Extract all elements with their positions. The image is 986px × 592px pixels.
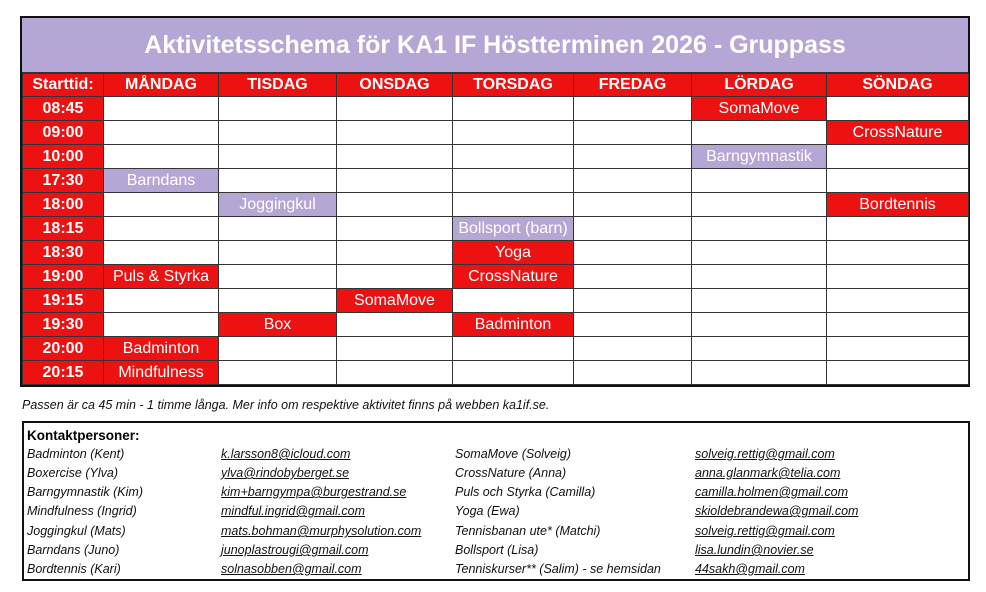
duration-note: Passen är ca 45 min - 1 timme långa. Mer info om respektive aktivitet finns på webben ka1if.se. xyxy=(22,398,550,412)
empty-cell xyxy=(219,169,337,193)
header-sondag: SÖNDAG xyxy=(827,74,969,97)
contact-name: Puls och Styrka (Camilla) xyxy=(455,485,596,499)
empty-cell xyxy=(692,241,827,265)
table-row xyxy=(23,193,969,217)
time-cell: 18:30 xyxy=(23,241,104,265)
empty-cell xyxy=(104,97,219,121)
empty-cell xyxy=(219,97,337,121)
table-row xyxy=(23,361,969,385)
empty-cell xyxy=(219,145,337,169)
empty-cell xyxy=(574,169,692,193)
schedule-table-container xyxy=(20,16,970,387)
empty-cell xyxy=(827,169,969,193)
table-row xyxy=(23,217,969,241)
contact-email-link[interactable]: skioldebrandewa@gmail.com xyxy=(695,504,859,518)
empty-cell xyxy=(337,361,453,385)
empty-cell xyxy=(453,121,574,145)
contact-email-link[interactable]: camilla.holmen@gmail.com xyxy=(695,485,849,499)
contact-row xyxy=(24,524,968,543)
empty-cell xyxy=(337,313,453,337)
time-cell: 09:00 xyxy=(23,121,104,145)
table-row xyxy=(23,97,969,121)
activity-cell: Barngymnastik xyxy=(692,145,827,169)
empty-cell xyxy=(453,361,574,385)
empty-cell xyxy=(574,193,692,217)
empty-cell xyxy=(453,193,574,217)
empty-cell xyxy=(104,193,219,217)
activity-cell: SomaMove xyxy=(692,97,827,121)
contact-email-link[interactable]: solveig.rettig@gmail.com xyxy=(695,447,835,461)
empty-cell xyxy=(692,217,827,241)
time-cell: 08:45 xyxy=(23,97,104,121)
empty-cell xyxy=(337,241,453,265)
contact-name: Badminton (Kent) xyxy=(27,447,125,461)
empty-cell xyxy=(219,241,337,265)
empty-cell xyxy=(453,289,574,313)
contact-row xyxy=(24,562,968,581)
contacts-box xyxy=(22,421,970,581)
time-cell: 19:15 xyxy=(23,289,104,313)
contact-name: Yoga (Ewa) xyxy=(455,504,520,518)
empty-cell xyxy=(574,313,692,337)
contact-email-link[interactable]: lisa.lundin@novier.se xyxy=(695,543,814,557)
activity-cell: Joggingkul xyxy=(219,193,337,217)
contact-row xyxy=(24,485,968,504)
empty-cell xyxy=(104,145,219,169)
contact-name: SomaMove (Solveig) xyxy=(455,447,572,461)
header-starttid: Starttid: xyxy=(23,74,104,97)
empty-cell xyxy=(574,121,692,145)
empty-cell xyxy=(337,217,453,241)
contact-email-link[interactable]: kim+barngympa@burgestrand.se xyxy=(221,485,407,499)
empty-cell xyxy=(827,217,969,241)
time-cell: 17:30 xyxy=(23,169,104,193)
empty-cell xyxy=(574,337,692,361)
table-row xyxy=(23,145,969,169)
time-cell: 19:30 xyxy=(23,313,104,337)
activity-cell: Bordtennis xyxy=(827,193,969,217)
contact-email-link[interactable]: mindful.ingrid@gmail.com xyxy=(221,504,365,518)
empty-cell xyxy=(453,97,574,121)
activity-cell: SomaMove xyxy=(337,289,453,313)
empty-cell xyxy=(692,313,827,337)
empty-cell xyxy=(453,169,574,193)
empty-cell xyxy=(219,121,337,145)
activity-cell: Bollsport (barn) xyxy=(453,217,574,241)
contact-name: Tenniskurser** (Salim) - se hemsidan xyxy=(455,562,661,576)
empty-cell xyxy=(104,241,219,265)
header-lordag: LÖRDAG xyxy=(692,74,827,97)
header-fredag: FREDAG xyxy=(574,74,692,97)
header-onsdag: ONSDAG xyxy=(337,74,453,97)
empty-cell xyxy=(827,337,969,361)
table-row xyxy=(23,169,969,193)
time-cell: 19:00 xyxy=(23,265,104,289)
table-row xyxy=(23,241,969,265)
activity-cell: Barndans xyxy=(104,169,219,193)
contact-email-link[interactable]: mats.bohman@murphysolution.com xyxy=(221,524,422,538)
activity-cell: Yoga xyxy=(453,241,574,265)
table-row xyxy=(23,265,969,289)
time-cell: 20:15 xyxy=(23,361,104,385)
empty-cell xyxy=(337,121,453,145)
empty-cell xyxy=(104,289,219,313)
activity-cell: Box xyxy=(219,313,337,337)
contact-row xyxy=(24,543,968,562)
empty-cell xyxy=(337,169,453,193)
empty-cell xyxy=(827,313,969,337)
empty-cell xyxy=(692,361,827,385)
empty-cell xyxy=(337,337,453,361)
empty-cell xyxy=(692,121,827,145)
header-mandag: MÅNDAG xyxy=(104,74,219,97)
contact-email-link[interactable]: 44sakh@gmail.com xyxy=(695,562,805,576)
activity-cell: CrossNature xyxy=(453,265,574,289)
empty-cell xyxy=(219,217,337,241)
empty-cell xyxy=(574,97,692,121)
empty-cell xyxy=(827,145,969,169)
empty-cell xyxy=(574,241,692,265)
empty-cell xyxy=(104,121,219,145)
empty-cell xyxy=(219,265,337,289)
contacts-heading: Kontaktpersoner: xyxy=(27,428,140,443)
empty-cell xyxy=(692,289,827,313)
activity-cell: CrossNature xyxy=(827,121,969,145)
empty-cell xyxy=(827,289,969,313)
contact-row xyxy=(24,466,968,485)
table-row xyxy=(23,121,969,145)
empty-cell xyxy=(219,337,337,361)
time-cell: 10:00 xyxy=(23,145,104,169)
empty-cell xyxy=(692,193,827,217)
activity-cell: Mindfulness xyxy=(104,361,219,385)
activity-cell: Badminton xyxy=(104,337,219,361)
contact-name: Bordtennis (Kari) xyxy=(27,562,121,576)
contact-name: Mindfulness (Ingrid) xyxy=(27,504,137,518)
empty-cell xyxy=(692,169,827,193)
contact-name: Barndans (Juno) xyxy=(27,543,120,557)
activity-cell: Badminton xyxy=(453,313,574,337)
empty-cell xyxy=(574,145,692,169)
contact-name: Joggingkul (Mats) xyxy=(27,524,126,538)
table-row xyxy=(23,337,969,361)
empty-cell xyxy=(827,361,969,385)
contact-email-link[interactable]: junoplastrougi@gmail.com xyxy=(221,543,369,557)
empty-cell xyxy=(337,193,453,217)
contact-name: Tennisbanan ute* (Matchi) xyxy=(455,524,601,538)
empty-cell xyxy=(692,265,827,289)
header-row xyxy=(23,74,969,97)
contact-name: Boxercise (Ylva) xyxy=(27,466,118,480)
activity-cell: Puls & Styrka xyxy=(104,265,219,289)
table-row xyxy=(23,289,969,313)
contact-email-link[interactable]: ylva@rindobyberget.se xyxy=(221,466,350,480)
contact-email-link[interactable]: solnasobben@gmail.com xyxy=(221,562,362,576)
empty-cell xyxy=(692,337,827,361)
time-cell: 18:00 xyxy=(23,193,104,217)
empty-cell xyxy=(827,265,969,289)
schedule-grid xyxy=(22,73,969,385)
empty-cell xyxy=(827,97,969,121)
empty-cell xyxy=(827,241,969,265)
time-cell: 20:00 xyxy=(23,337,104,361)
table-row xyxy=(23,313,969,337)
empty-cell xyxy=(337,145,453,169)
contact-name: Barngymnastik (Kim) xyxy=(27,485,143,499)
empty-cell xyxy=(219,361,337,385)
header-torsdag: TORSDAG xyxy=(453,74,574,97)
empty-cell xyxy=(337,97,453,121)
contact-name: Bollsport (Lisa) xyxy=(455,543,539,557)
contact-name: CrossNature (Anna) xyxy=(455,466,567,480)
contact-row xyxy=(24,504,968,523)
empty-cell xyxy=(104,313,219,337)
time-cell: 18:15 xyxy=(23,217,104,241)
empty-cell xyxy=(574,217,692,241)
empty-cell xyxy=(104,217,219,241)
empty-cell xyxy=(574,361,692,385)
schedule-title: Aktivitetsschema för KA1 IF Höstterminen 2026 - Gruppass xyxy=(22,18,968,73)
empty-cell xyxy=(219,289,337,313)
header-tisdag: TISDAG xyxy=(219,74,337,97)
contact-row xyxy=(24,447,968,466)
contact-email-link[interactable]: solveig.rettig@gmail.com xyxy=(695,524,835,538)
empty-cell xyxy=(574,265,692,289)
contact-email-link[interactable]: k.larsson8@icloud.com xyxy=(221,447,351,461)
contact-email-link[interactable]: anna.glanmark@telia.com xyxy=(695,466,841,480)
empty-cell xyxy=(337,265,453,289)
empty-cell xyxy=(453,337,574,361)
empty-cell xyxy=(574,289,692,313)
empty-cell xyxy=(453,145,574,169)
